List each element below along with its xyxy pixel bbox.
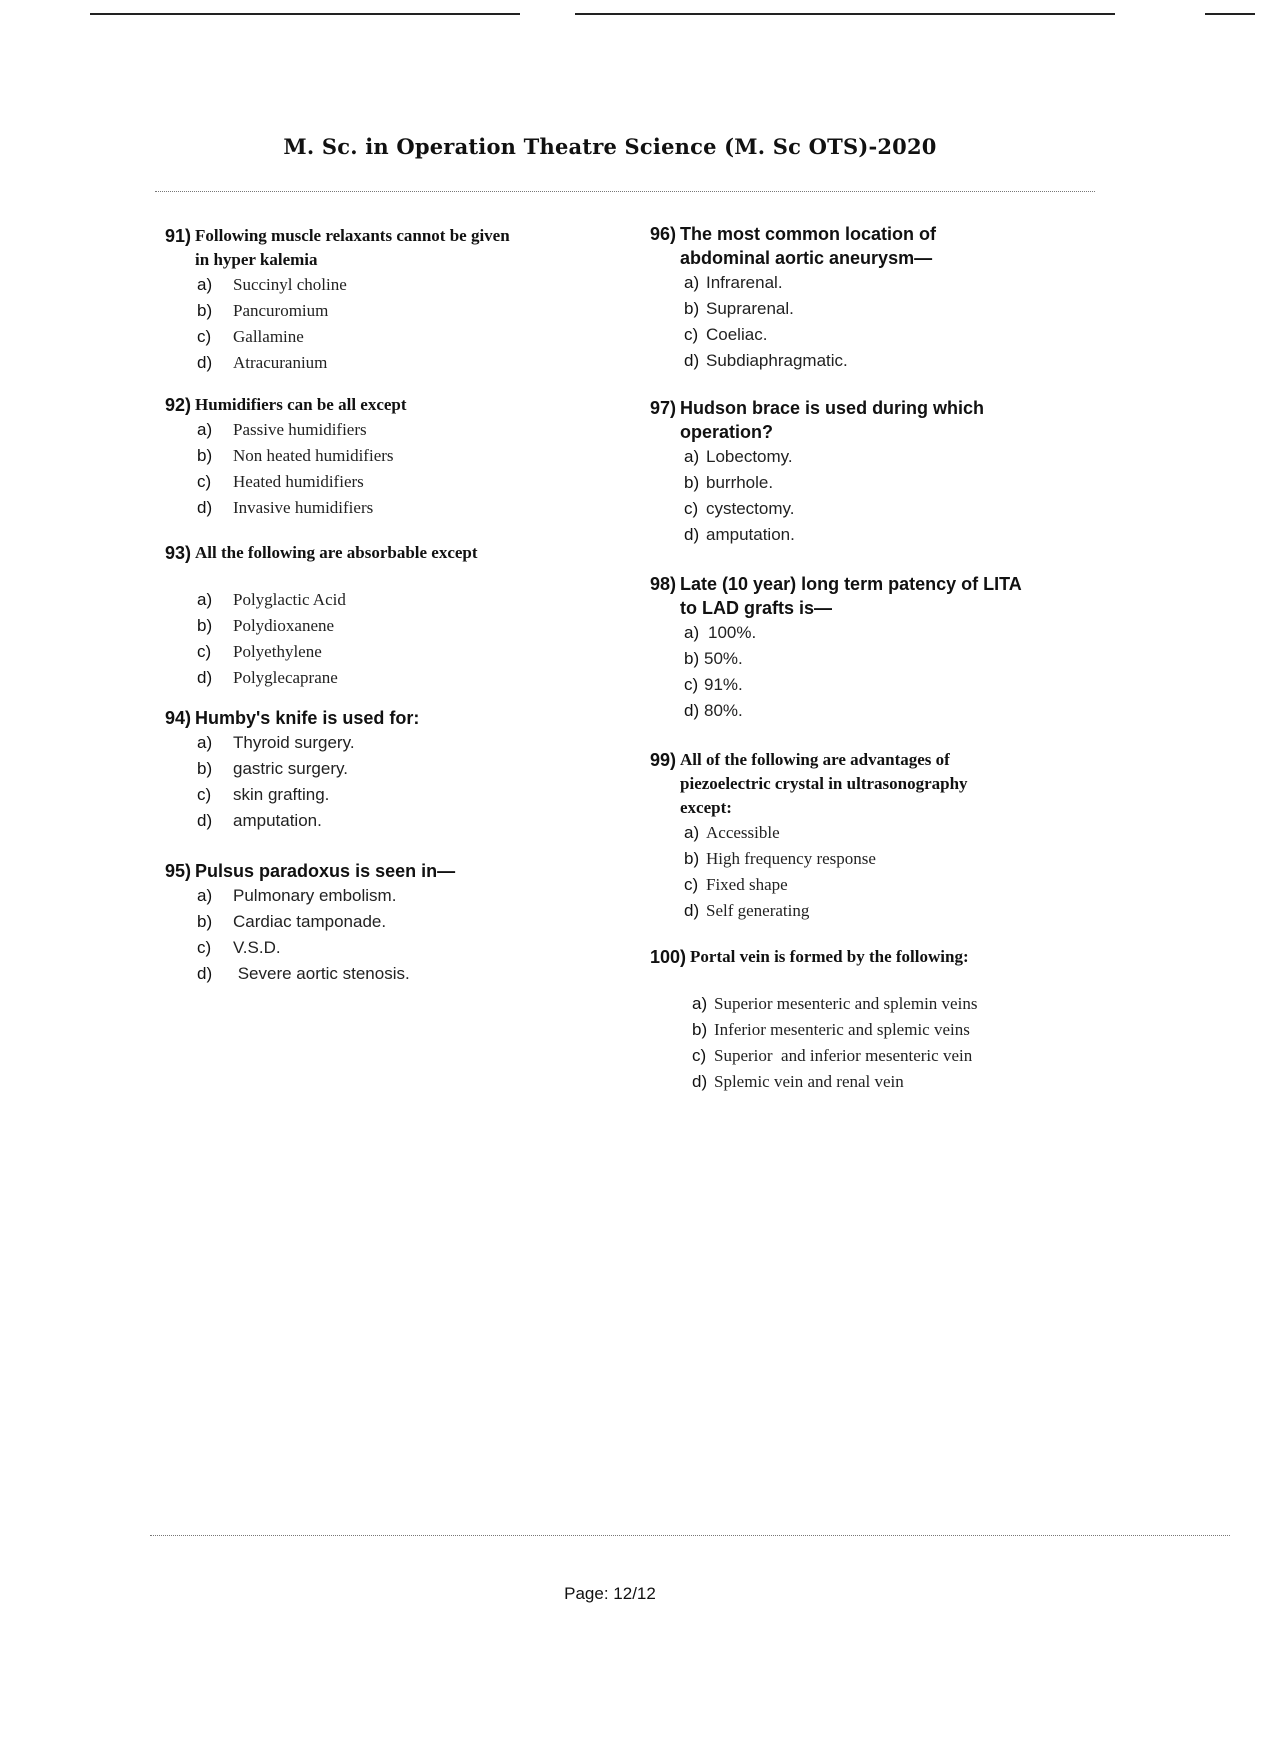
question-text: in hyper kalemia: [195, 250, 318, 269]
question-text: to LAD grafts is—: [680, 598, 833, 618]
option-c: c) Coeliac.: [684, 325, 768, 344]
option-a: a) Polyglactic Acid: [197, 590, 346, 609]
option-d: d) Self generating: [684, 901, 810, 920]
question-text: Following muscle relaxants cannot be given: [195, 226, 510, 245]
question-number: 95): [165, 861, 192, 881]
question-92: [165, 393, 407, 521]
question-text: Hudson brace is used during which: [680, 398, 985, 418]
option-a: a) Passive humidifiers: [197, 420, 367, 439]
header-divider: [155, 191, 1095, 192]
option-b: b) Cardiac tamponade.: [197, 912, 387, 931]
option-b: b) burrhole.: [684, 473, 774, 492]
question-number: 100): [650, 947, 687, 967]
footer-divider: [150, 1535, 1230, 1536]
option-c: c) Fixed shape: [684, 875, 788, 894]
option-c: c) Polyethylene: [197, 642, 322, 661]
question-number: 93): [165, 543, 192, 563]
option-b: b) Suprarenal.: [684, 299, 794, 318]
option-c: c) 91%.: [684, 675, 743, 694]
option-a: a) Succinyl choline: [197, 275, 347, 294]
option-b: b) 50%.: [684, 649, 743, 668]
question-99: [650, 748, 968, 924]
option-c: c) V.S.D.: [197, 938, 281, 957]
option-b: b) High frequency response: [684, 849, 876, 868]
question-91: [165, 224, 510, 376]
question-100: [650, 945, 977, 1095]
question-text: Humby's knife is used for:: [195, 708, 420, 728]
option-a: a) Lobectomy.: [684, 447, 793, 466]
question-text: Humidifiers can be all except: [195, 395, 407, 414]
option-d: d) Splemic vein and renal vein: [692, 1072, 904, 1091]
option-d: d) Invasive humidifiers: [197, 498, 374, 517]
question-text: Pulsus paradoxus is seen in—: [195, 861, 456, 881]
question-number: 98): [650, 574, 677, 594]
question-text: All of the following are advantages of: [680, 750, 950, 769]
option-d: d) Polyglecaprane: [197, 668, 338, 687]
option-d: d) Severe aortic stenosis.: [197, 964, 410, 983]
option-a: a) Accessible: [684, 823, 780, 842]
question-number: 97): [650, 398, 677, 418]
question-text: Portal vein is formed by the following:: [690, 947, 969, 966]
question-98: [650, 572, 1022, 724]
question-text: The most common location of: [680, 224, 937, 244]
page-title: M. Sc. in Operation Theatre Science (M. Sc OTS)-2020: [283, 134, 937, 160]
question-text: Late (10 year) long term patency of LITA: [680, 574, 1022, 594]
question-93: [165, 541, 478, 691]
question-number: 96): [650, 224, 677, 244]
question-text: piezoelectric crystal in ultrasonography: [680, 774, 968, 793]
option-b: b) Inferior mesenteric and splemic veins: [692, 1020, 970, 1039]
option-a: a) Infrarenal.: [684, 273, 783, 292]
option-a: a) 100%.: [684, 623, 757, 642]
option-a: a) Pulmonary embolism.: [197, 886, 397, 905]
option-d: d) amputation.: [684, 525, 795, 544]
option-c: c) skin grafting.: [197, 785, 330, 804]
question-95: [165, 859, 455, 987]
page-number: Page: 12/12: [564, 1584, 656, 1603]
option-d: d) 80%.: [684, 701, 743, 720]
option-b: b) gastric surgery.: [197, 759, 348, 778]
question-text: abdominal aortic aneurysm—: [680, 248, 933, 268]
option-b: b) Polydioxanene: [197, 616, 335, 635]
question-number: 99): [650, 750, 677, 770]
option-c: c) cystectomy.: [684, 499, 795, 518]
question-text: All the following are absorbable except: [195, 543, 478, 562]
question-96: [650, 222, 936, 374]
question-text: operation?: [680, 422, 774, 442]
option-d: d) amputation.: [197, 811, 322, 830]
question-number: 94): [165, 708, 192, 728]
option-b: b) Non heated humidifiers: [197, 446, 394, 465]
option-c: c) Superior and inferior mesenteric vein: [692, 1046, 973, 1065]
scan-edge-line: [575, 13, 1115, 15]
question-number: 91): [165, 226, 192, 246]
option-c: c) Gallamine: [197, 327, 304, 346]
option-c: c) Heated humidifiers: [197, 472, 364, 491]
scan-edge-line: [1205, 13, 1255, 15]
question-94: [165, 706, 419, 834]
option-b: b) Pancuromium: [197, 301, 329, 320]
question-number: 92): [165, 395, 192, 415]
question-text: except:: [680, 798, 732, 817]
question-97: [650, 396, 984, 548]
option-a: a) Thyroid surgery.: [197, 733, 355, 752]
option-d: d) Atracuranium: [197, 353, 328, 372]
option-a: a) Superior mesenteric and splemin veins: [692, 994, 978, 1013]
scan-edge-line: [90, 13, 520, 15]
option-d: d) Subdiaphragmatic.: [684, 351, 848, 370]
